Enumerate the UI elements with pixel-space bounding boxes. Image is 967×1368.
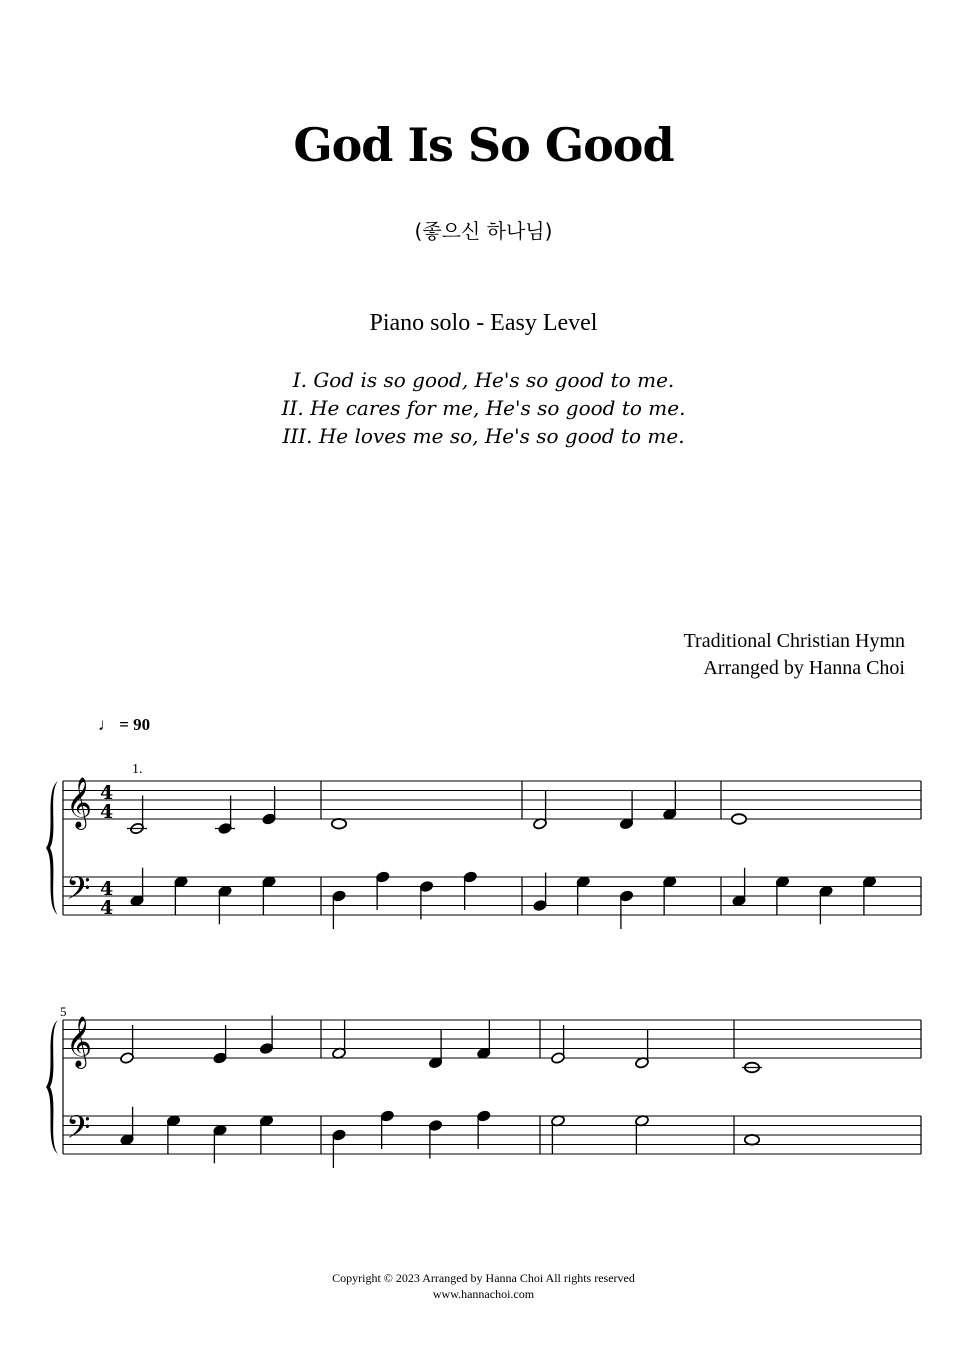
treble-clef-icon: 𝄞 — [66, 1016, 93, 1067]
copyright-footer — [0, 1270, 967, 1302]
volta-bracket-label: 1. — [132, 762, 143, 777]
bass-clef-icon: 𝄢 — [66, 1109, 91, 1153]
measure-number: 5 — [60, 1004, 67, 1019]
bass-clef-icon: 𝄢 — [66, 870, 91, 914]
system-1 — [46, 760, 921, 929]
notehead — [732, 814, 746, 824]
notehead — [332, 819, 346, 829]
copyright-line: Copyright © 2023 Arranged by Hanna Choi All rights reserved — [332, 1271, 635, 1285]
time-signature-bottom: 4 — [100, 897, 114, 919]
verse-2: II. He cares for me, He's so good to me. — [281, 396, 686, 420]
system-2 — [46, 1016, 921, 1169]
time-signature-bottom: 4 — [100, 801, 114, 823]
difficulty-level: Piano solo - Easy Level — [369, 310, 598, 336]
korean-subtitle: (좋으신 하나님) — [414, 219, 553, 243]
credit-arranger: Arranged by Hanna Choi — [703, 657, 905, 679]
brace — [46, 1020, 58, 1154]
time-signature-top: 4 — [100, 782, 114, 804]
page-title: God Is So Good — [293, 118, 674, 172]
verse-1: I. God is so good, He's so good to me. — [292, 368, 675, 392]
verse-3: III. He loves me so, He's so good to me. — [282, 424, 685, 448]
brace — [46, 781, 58, 915]
treble-clef-icon: 𝄞 — [66, 777, 93, 828]
tempo-marking: ♩ = 90 — [98, 715, 151, 734]
time-signature-top: 4 — [100, 878, 114, 900]
credit-origin: Traditional Christian Hymn — [683, 630, 905, 652]
notehead — [745, 1135, 759, 1145]
website-line: www.hannachoi.com — [432, 1287, 535, 1301]
